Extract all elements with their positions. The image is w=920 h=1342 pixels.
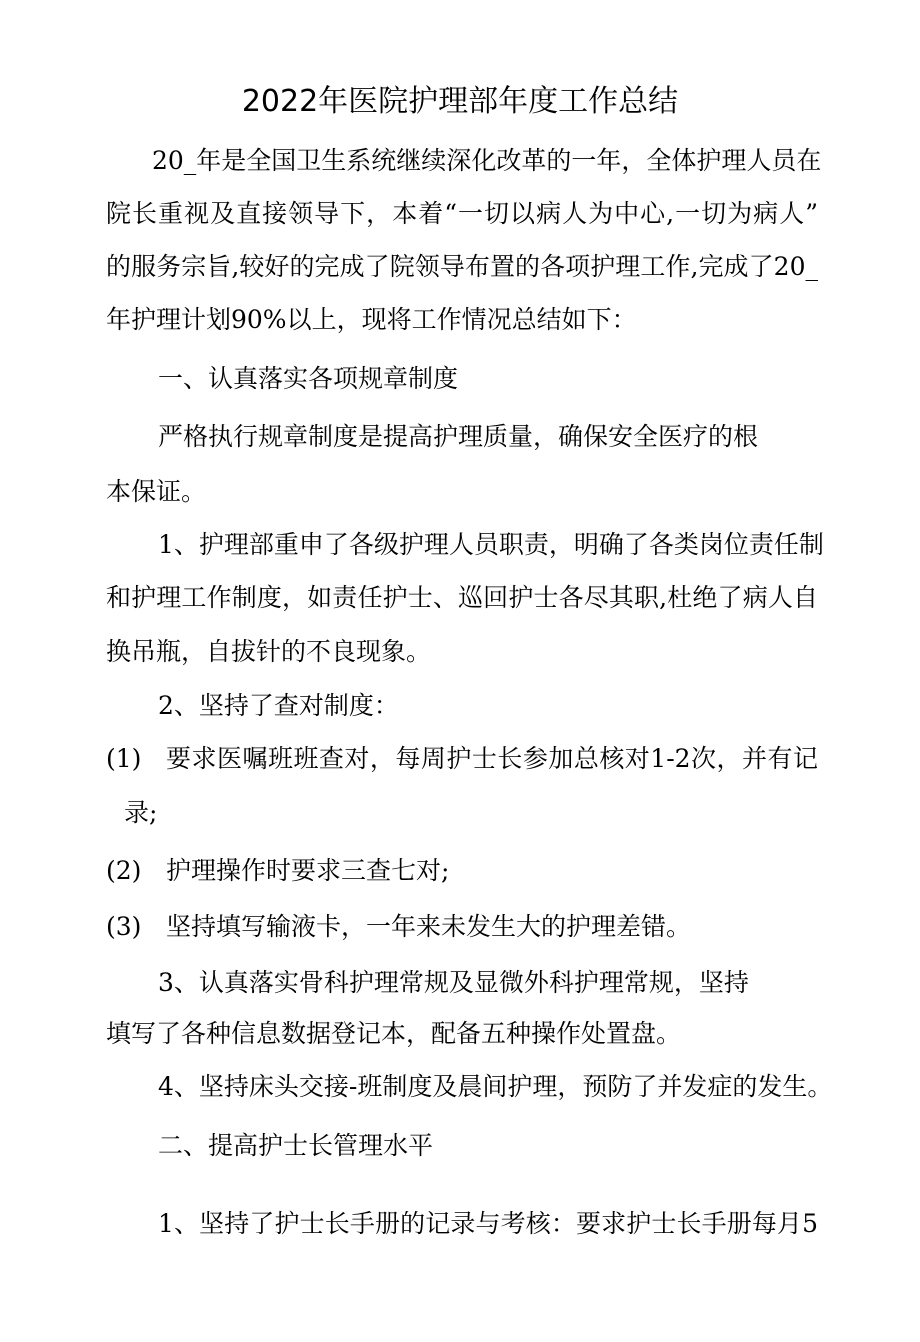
sub-item-1-line-2: 录;	[124, 798, 158, 827]
intro-line-1: 20_年是全国卫生系统继续深化改革的一年，全体护理人员在	[152, 146, 822, 175]
intro-line-2: 院长重视及直接领导下，本着“一切以病人为中心,一切为病人”	[106, 199, 818, 228]
sub-item-2-number: (2)	[106, 856, 142, 885]
item-3-line-2: 填写了各种信息数据登记本，配备五种操作处置盘。	[106, 1019, 682, 1048]
document-title: 2022年医院护理部年度工作总结	[241, 84, 679, 119]
sub-item-3-line: 坚持填写输液卡，一年来未发生大的护理差错。	[166, 912, 692, 941]
sub-item-1-line-1: 要求医嘱班班查对，每周护士长参加总核对1-2次，并有记	[166, 744, 818, 773]
section-2-item-1-line: 1、坚持了护士长手册的记录与考核：要求护士长手册每月5	[158, 1209, 818, 1238]
sub-item-1-number: (1)	[106, 744, 142, 773]
section-2-heading: 二、提高护士长管理水平	[158, 1131, 434, 1160]
item-1-line-1: 1、护理部重申了各级护理人员职责，明确了各类岗位责任制	[158, 530, 824, 559]
sub-item-3-number: (3)	[106, 912, 142, 941]
sub-item-2-line: 护理操作时要求三查七对;	[166, 856, 450, 885]
section-1-heading: 一、认真落实各项规章制度	[158, 364, 459, 393]
section-1-intro-line-1: 严格执行规章制度是提高护理质量，确保安全医疗的根	[158, 422, 759, 451]
intro-line-4: 年护理计划90%以上，现将工作情况总结如下：	[106, 305, 637, 334]
item-2-line: 2、坚持了查对制度：	[158, 691, 399, 720]
section-1-intro-line-2: 本保证。	[106, 477, 207, 506]
item-3-line-1: 3、认真落实骨科护理常规及显微外科护理常规，坚持	[158, 968, 749, 997]
item-1-line-2: 和护理工作制度，如责任护士、巡回护士各尽其职,杜绝了病人自	[106, 583, 818, 612]
item-1-line-3: 换吊瓶，自拔针的不良现象。	[106, 637, 432, 666]
item-4-line: 4、坚持床头交接-班制度及晨间护理，预防了并发症的发生。	[158, 1072, 833, 1101]
intro-line-3: 的服务宗旨,较好的完成了院领导布置的各项护理工作,完成了20_	[106, 252, 818, 281]
